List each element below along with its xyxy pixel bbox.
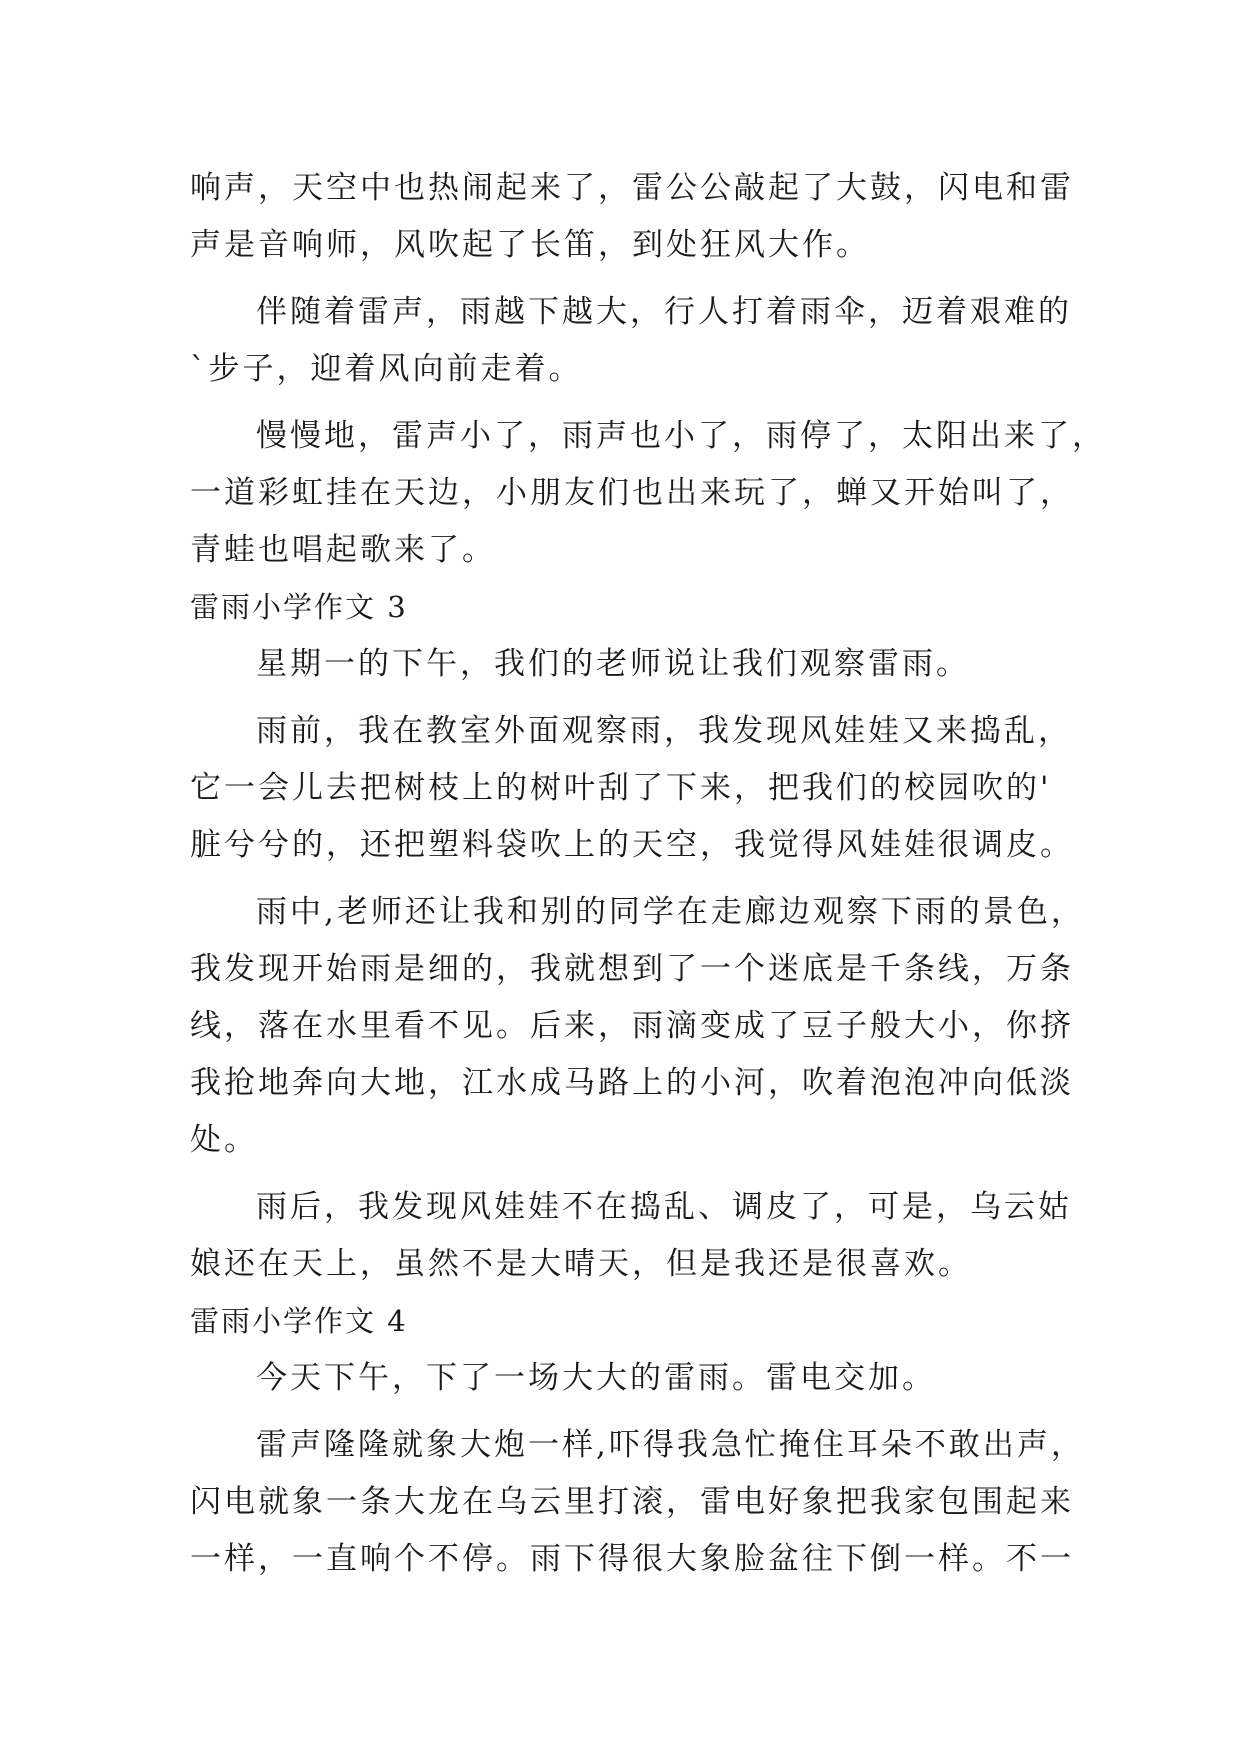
text-line: 脏兮兮的，还把塑料袋吹上的天空，我觉得风娃娃很调皮。	[190, 827, 1074, 863]
text-line: 它一会儿去把树枝上的树叶刮了下来，把我们的校园吹的'	[190, 770, 1052, 806]
text-line: 声是音响师，风吹起了长笛，到处狂风大作。	[190, 227, 870, 263]
text-line: 雨后，我发现风娃娃不在捣乱、调皮了，可是，乌云姑	[256, 1189, 1072, 1225]
section-heading: 雷雨小学作文 3	[190, 590, 408, 624]
text-line: 雨中,老师还让我和别的同学在走廊边观察下雨的景色，	[256, 894, 1085, 930]
paragraph	[190, 1350, 1060, 1407]
text-line: 娘还在天上，虽然不是大晴天，但是我还是很喜欢。	[190, 1246, 972, 1282]
text-line: 一道彩虹挂在天边，小朋友们也出来玩了，蝉又开始叫了，	[190, 475, 1074, 511]
text-line: 今天下午，下了一场大大的雷雨。雷电交加。	[256, 1360, 936, 1396]
text-line: 青蛙也唱起歌来了。	[190, 532, 496, 568]
text-line: 处。	[190, 1122, 258, 1158]
paragraph	[190, 884, 1085, 1169]
text-line: `步子，迎着风向前走着。	[190, 351, 583, 387]
document-page	[190, 160, 1106, 1588]
text-line: 一样，一直响个不停。雨下得很大象脸盆往下倒一样。不一	[190, 1541, 1074, 1577]
text-line: 闪电就象一条大龙在乌云里打滚，雷电好象把我家包围起来	[190, 1484, 1074, 1520]
text-line: 雷声隆隆就象大炮一样,吓得我急忙掩住耳朵不敢出声，	[256, 1427, 1085, 1463]
paragraph	[190, 1417, 1085, 1588]
paragraph	[190, 1179, 1072, 1293]
paragraph	[190, 160, 1074, 274]
paragraph	[190, 703, 1074, 874]
text-line: 响声，天空中也热闹起来了，雷公公敲起了大鼓，闪电和雷	[190, 170, 1074, 206]
text-line: 伴随着雷声，雨越下越大，行人打着雨伞，迈着艰难的	[256, 294, 1072, 330]
text-line: 星期一的下午，我们的老师说让我们观察雷雨。	[256, 646, 970, 682]
paragraph	[190, 284, 1072, 398]
text-line: 我发现开始雨是细的，我就想到了一个迷底是千条线，万条	[190, 951, 1074, 987]
section-heading: 雷雨小学作文 4	[190, 1304, 408, 1338]
text-line: 我抢地奔向大地，江水成马路上的小河，吹着泡泡冲向低淡	[190, 1065, 1074, 1101]
paragraph	[190, 636, 1060, 693]
paragraph	[190, 408, 1106, 579]
text-line: 雨前，我在教室外面观察雨，我发现风娃娃又来捣乱，	[256, 713, 1072, 749]
text-line: 慢慢地，雷声小了，雨声也小了，雨停了，太阳出来了，	[256, 418, 1106, 454]
text-line: 线，落在水里看不见。后来，雨滴变成了豆子般大小，你挤	[190, 1008, 1074, 1044]
